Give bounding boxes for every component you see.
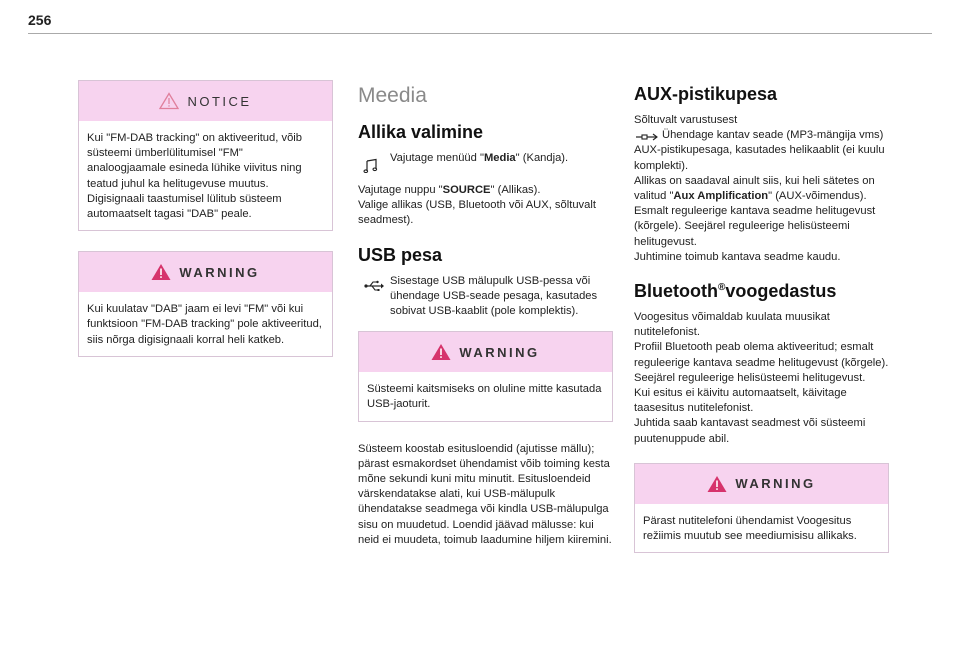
top-rule — [28, 33, 932, 34]
heading-aux: AUX-pistikupesa — [634, 84, 778, 104]
usb-icon — [364, 280, 384, 292]
right-column — [634, 80, 889, 573]
playlist-paragraph: Süsteem koostab esitusloendid (ajutisse mällu); pärast esmakordset ühendamist võib toiming kesta mõne sekundi kuni mitu minutit. Esitusloendeid värskendatakse alati, kui USB-mälupulk ühendatakse seadmega või kindla USB-mälupulga sisu on muudetud. Loendid jäävad mälusse: kui neid ei muudeta, toimub laadumine hiljem kiiremini. — [358, 442, 612, 546]
bt-warning-box — [634, 463, 889, 553]
warning-box — [78, 251, 333, 357]
aux-line-1: Sõltuvalt varustusest — [634, 114, 738, 126]
bluetooth-text-block: Voogesitus võimaldab kuulata muusikat nutitelefonist. Profiil Bluetooth peab olema aktiveeritud; esmalt reguleerige kantava seadme helitugevust (kõrgele). Seejärel reguleerige helisüsteemi helitugevust. Kui esitus ei käivitu automaatselt, käivitage taasesitus nutitelefonist. Juhtida saab kantavast seadmest või süsteemi puutenuppude abil. — [634, 311, 889, 445]
music-note-icon — [358, 157, 384, 175]
usb-warning-box — [358, 331, 613, 421]
usb-text-block: Sisestage USB mälupulk USB-pessa või ühendage USB-seade pesaga, kasutades sobivat USB-kaablit (pole komplektis). — [358, 274, 613, 320]
source-step-text: Vajutage nuppu "SOURCE" (Allikas). Valige allikas (USB, Bluetooth või AUX, sõltuvalt seadmest). — [358, 184, 596, 227]
heading-usb-pesa: USB pesa — [358, 244, 443, 265]
notice-header — [79, 81, 332, 121]
bt-warning-header — [635, 464, 888, 504]
heading-allika-valimine: Allika valimine — [358, 122, 484, 142]
warning-icon — [151, 263, 171, 281]
notice-box — [78, 80, 333, 231]
middle-column — [358, 80, 613, 548]
section-title-meedia: Meedia — [358, 84, 427, 107]
caution-outline-icon — [159, 92, 179, 110]
warning-icon — [431, 343, 451, 361]
bt-warning-title: WARNING — [735, 476, 816, 492]
aux-jack-icon — [636, 132, 658, 142]
left-column — [78, 80, 333, 377]
aux-text-block: Ühendage kantav seade (MP3-mängija vms) AUX-pistikupesaga, kasutades helikaablit (ei kuulu komplekti). Allikas on saadaval ainult siis, kui heli sätetes on valitud "Aux Amplification" (AUX-võimendus). Esmalt reguleerige kantava seadme helitugevust (kõrgele). Seejärel reguleerige helisüsteemi helitugevust. Juhtimine toimub kantava seadme kaudu. — [634, 128, 889, 265]
warning-icon — [707, 475, 727, 493]
usb-warning-title: WARNING — [459, 344, 540, 360]
media-step-text: Vajutage menüüd "Media" (Kandja). — [390, 152, 569, 164]
heading-bluetooth: Bluetooth®voogedastus — [634, 281, 837, 302]
bt-warning-text: Pärast nutitelefoni ühendamist Voogesitus režiimis muutub see meediumisisu allikaks. — [643, 514, 857, 543]
usb-warning-header — [359, 332, 612, 372]
warning-text: Kui kuulatav "DAB" jaam ei levi "FM" või kui funktsioon "FM-DAB tracking" pole aktiveeritud, siis nõrga digisignaali korral heli katkeb. — [87, 303, 322, 346]
warning-header — [79, 252, 332, 292]
usb-warning-text: Süsteemi kaitsmiseks on oluline mitte kasutada USB-jaoturit. — [367, 383, 602, 411]
media-step-row — [358, 151, 613, 175]
warning-title: WARNING — [179, 264, 260, 280]
page-number: 256 — [28, 12, 52, 28]
notice-title: NOTICE — [187, 93, 252, 109]
aux-line-3: Allikas on saadaval ainult siis, kui heli sätetes on valitud "Aux Amplification" (AUX-võimendus). — [634, 174, 875, 203]
notice-text: Kui "FM-DAB tracking" on aktiveeritud, võib süsteemi ümberlülitumisel "FM" analoogjaamale esineda lühike viivitus ning teatud juhul ka helitugevuse muutus. Digisignaali taastumisel lülitub süsteem automaatselt tagasi "DAB" peale. — [87, 132, 302, 221]
